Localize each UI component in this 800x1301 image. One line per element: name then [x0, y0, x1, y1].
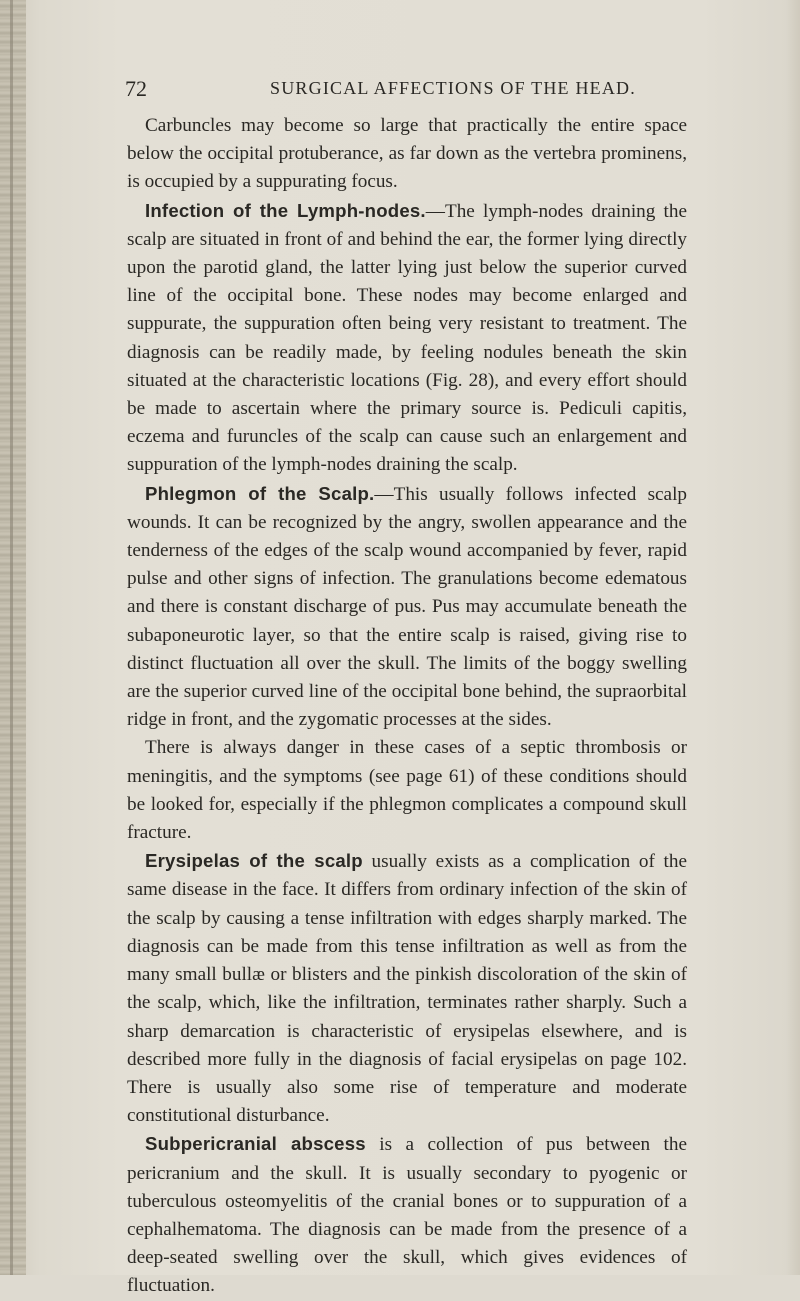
- section-heading: Erysipelas of the scalp: [145, 850, 363, 872]
- paragraph-text: usually exists as a complication of the same disease in the face. It differs from ordinary infection of the skin of the scalp by causing a tense infiltration with edges sharply marked. The diagnosis can be made from this tense infiltration as well as from the many small bullæ or blisters and the pinkish discoloration of the skin of the scalp, which, like the infiltration, terminates rather sharply. Such a sharp demarcation is characteristic of erysipelas elsewhere, and is described more fully in the diagnosis of facial erysipelas on page 102. There is usually also some rise of temperature and moderate constitutional disturbance.: [127, 851, 687, 1127]
- paragraph-text: —The lymph-nodes draining the scalp are situated in front of and behind the ear, the former lying directly upon the parotid gland, the latter lying just below the superior curved line of the occipital bone. These nodes may become enlarged and suppurate, the suppuration often being very resistant to treatment. The diagnosis can be readily made, by feeling nodules beneath the skin situated at the characteristic locations (Fig. 28), and every effort should be made to ascertain where the primary source is. Pediculi capitis, eczema and furuncles of the scalp can cause such an enlargement and suppuration of the lymph-nodes draining the scalp.: [127, 200, 687, 476]
- paragraph-text: —This usually follows infected scalp wounds. It can be recognized by the angry, swollen appearance and the tenderness of the edges of the scalp wound accompanied by fever, rapid pulse and other signs of infection. The granulations become edematous and there is constant discharge of pus. Pus may accumulate beneath the subaponeurotic layer, so that the entire scalp is raised, giving rise to distinct fluctuation all over the skull. The limits of the boggy swelling are the superior curved line of the occipital bone behind, the supraorbital ridge in front, and the zygomatic processes at the sides.: [127, 483, 687, 731]
- page-number: 72: [125, 76, 147, 101]
- paragraph-erysipelas: [127, 847, 687, 1130]
- paragraph-phlegmon: [127, 480, 687, 735]
- section-heading: Phlegmon of the Scalp.: [145, 482, 375, 504]
- paragraph-text: Carbuncles may become so large that practically the entire space below the occipital protuberance, as far down as the vertebra prominens, is occupied by a suppurating focus.: [127, 115, 687, 193]
- section-heading: Subpericranial abscess: [145, 1133, 366, 1155]
- paragraph-thrombosis: [127, 734, 687, 847]
- paragraph-text: There is always danger in these cases of a septic thrombosis or meningitis, and the symptoms (see page 61) of these conditions should be looked for, especially if the phlegmon complicates a compound skull fracture.: [127, 737, 687, 844]
- body-text: [127, 112, 687, 1301]
- paragraph-carbuncles: [127, 112, 687, 197]
- running-head: SURGICAL AFFECTIONS OF THE HEAD.: [270, 78, 636, 98]
- section-heading: Infection of the Lymph-nodes.: [145, 199, 426, 221]
- binding-gutter: [0, 0, 26, 1275]
- page-edge-shadow: [786, 0, 800, 1275]
- paragraph-text: is a collection of pus between the pericranium and the skull. It is usually secondary to pyogenic or tuberculous osteomyelitis of the cranial bones or to suppuration of a cephalhematoma. The diagnosis can be made from the presence of a deep-seated swelling over the skull, which gives evidences of fluctuation.: [127, 1134, 687, 1297]
- paragraph-lymph-nodes: [127, 197, 687, 480]
- binding-edge: [10, 0, 13, 1275]
- page-header: [0, 72, 800, 102]
